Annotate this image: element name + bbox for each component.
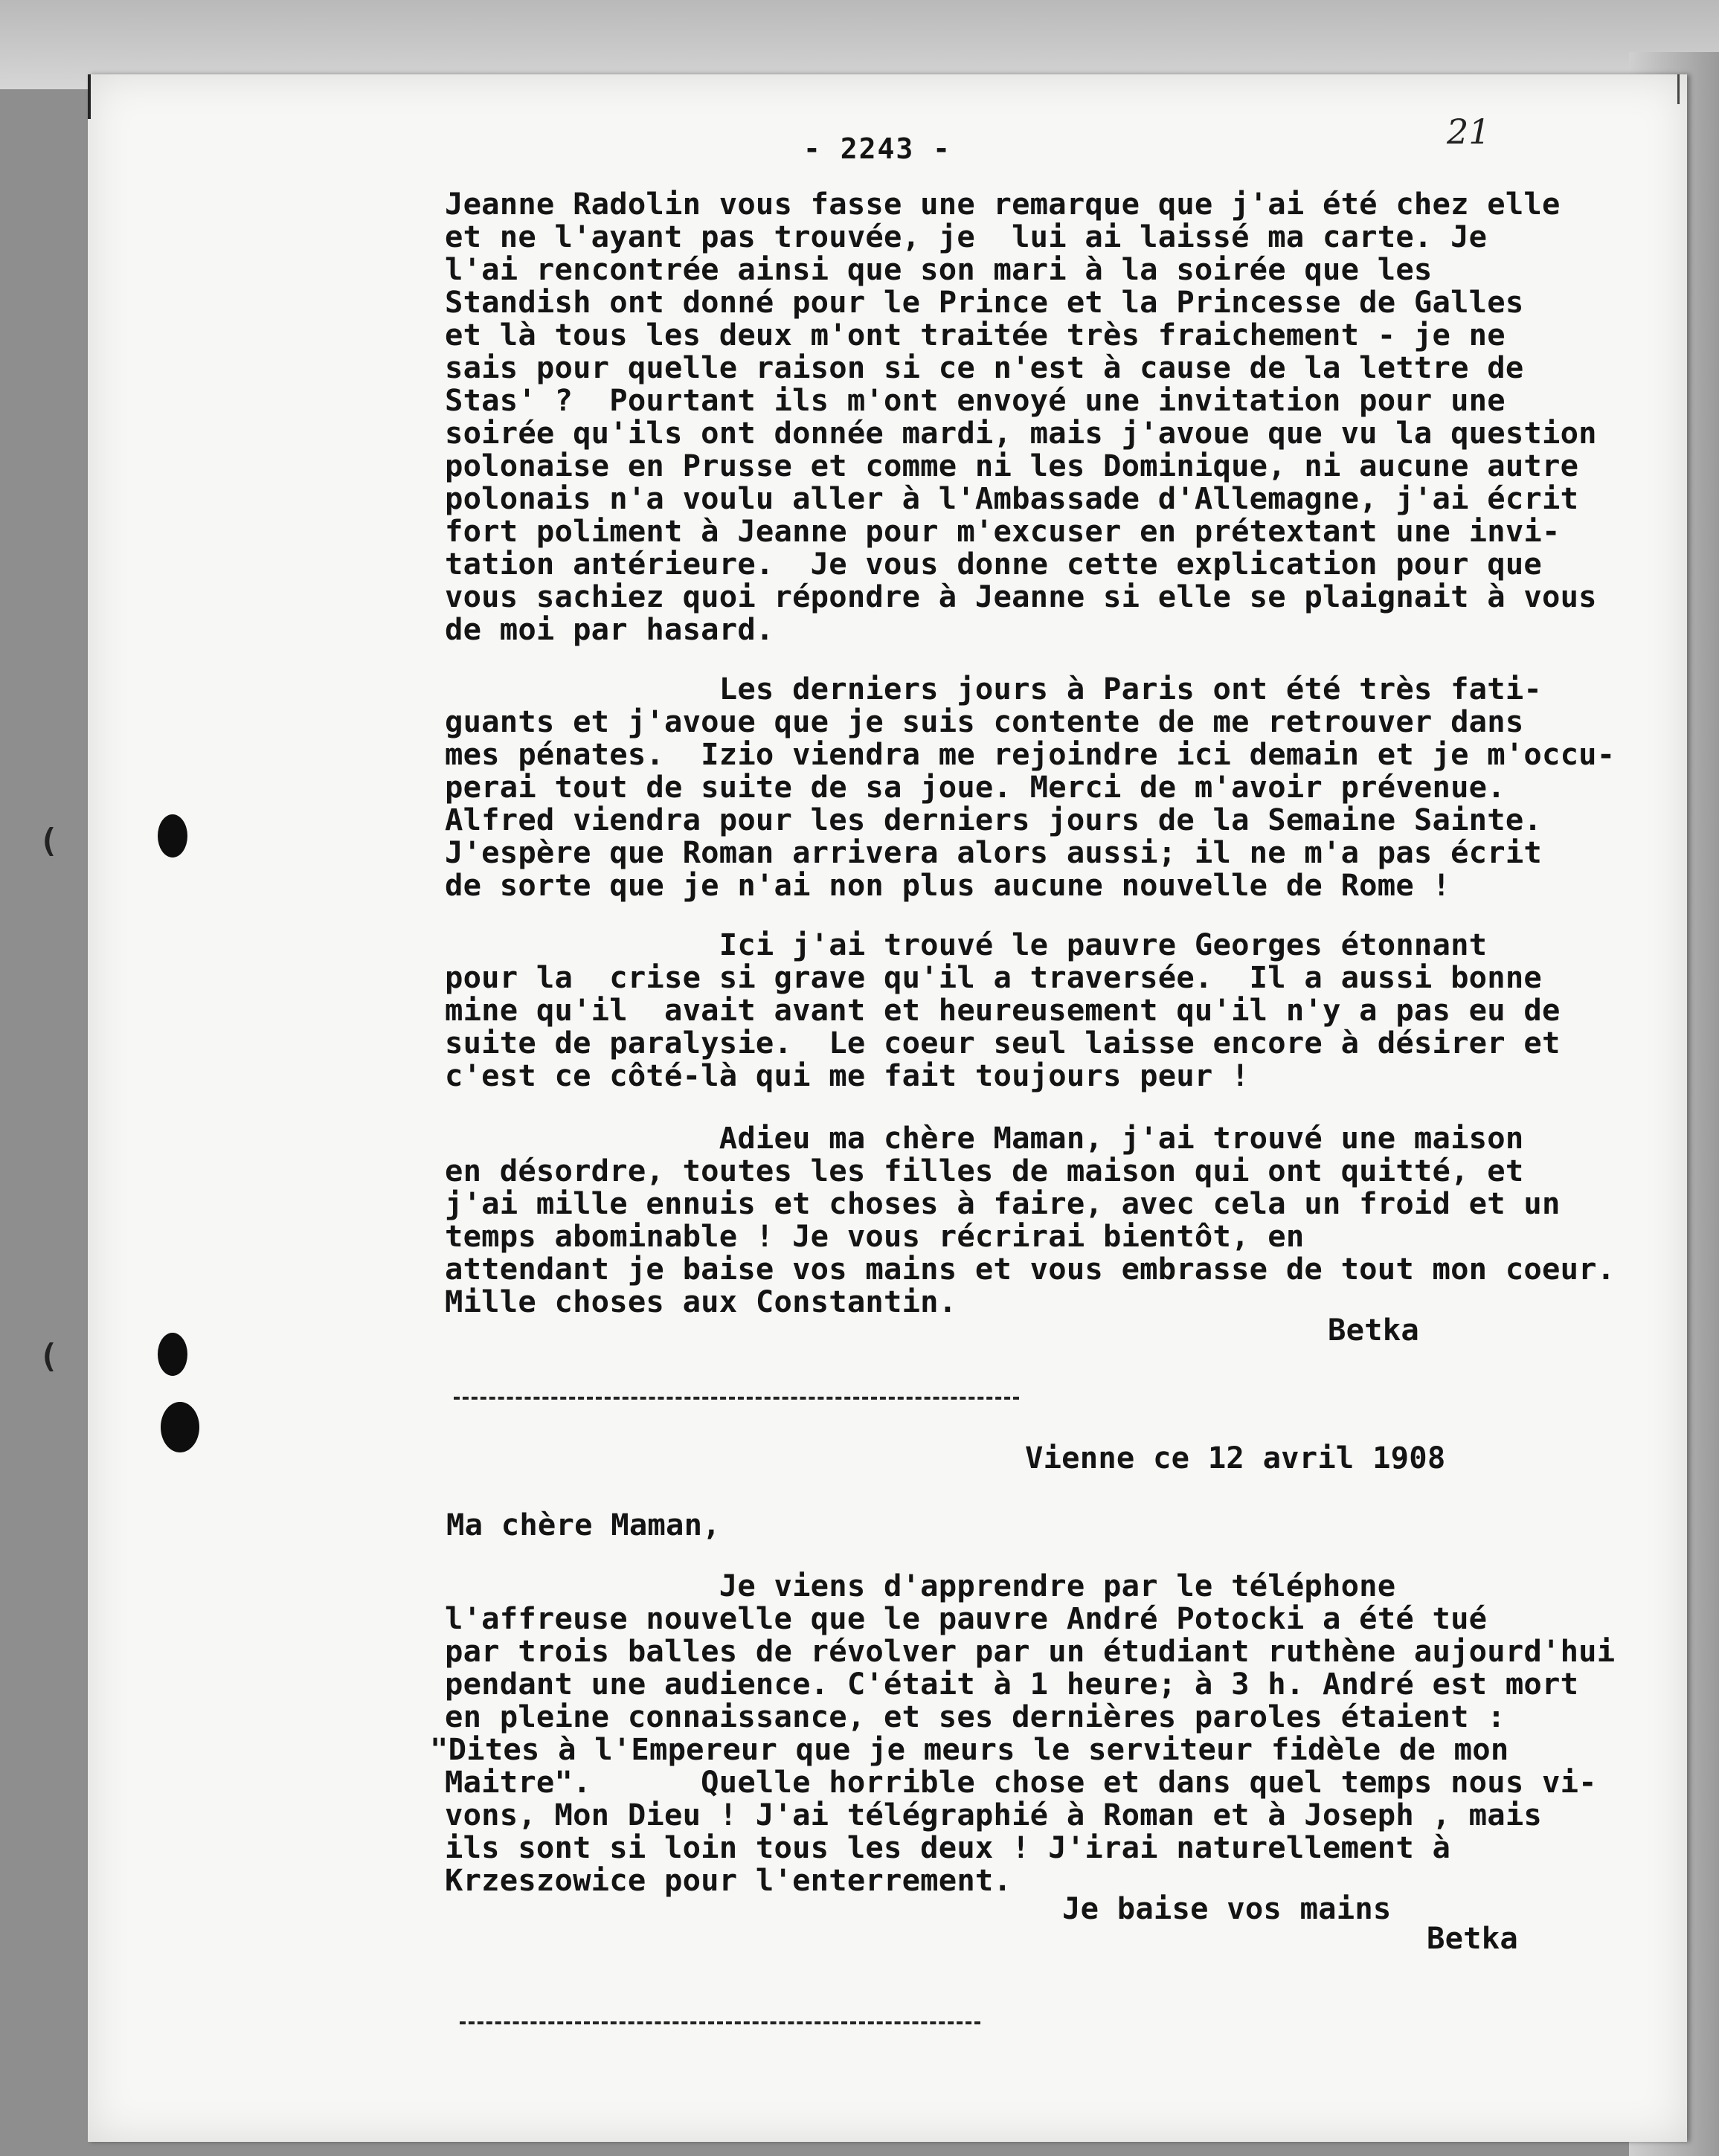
text-line: en pleine connaissance, et ses dernières paroles étaient : [445,1699,1506,1734]
separator-line [460,2021,980,2024]
text-line: Maitre". Quelle horrible chose et dans quel temps nous vi- [445,1764,1597,1800]
punch-hole [161,1402,199,1452]
text-line: soirée qu'ils ont donnée mardi, mais j'avoue que vu la question [445,415,1597,451]
text-line: pendant une audience. C'était à 1 heure; à 3 h. André est mort [445,1666,1579,1702]
letter-date: Vienne ce 12 avril 1908 [1025,1440,1446,1476]
text-line: et là tous les deux m'ont traitée très fraichement - je ne [445,317,1506,353]
text-line: polonais n'a voulu aller à l'Ambassade d'Allemagne, j'ai écrit [445,480,1579,516]
text-line: Krzeszowice pour l'enterrement. [445,1862,1012,1898]
text-line: vons, Mon Dieu ! J'ai télégraphié à Roman et à Joseph , mais [445,1797,1542,1832]
corner-mark [88,74,101,119]
punch-hole [158,814,187,857]
text-line: l'ai rencontrée ainsi que son mari à la soirée que les [445,251,1433,287]
signature: Betka [1328,1312,1419,1348]
text-line: mes pénates. Izio viendra me rejoindre ici demain et je m'occu- [445,736,1616,772]
text-line: Alfred viendra pour les derniers jours de la Semaine Sainte. [445,802,1542,837]
text-line: Les derniers jours à Paris ont été très fati- [445,671,1542,707]
text-line: Jeanne Radolin vous fasse une remarque que j'ai été chez elle [445,186,1561,222]
text-line: Ici j'ai trouvé le pauvre Georges étonnant [445,927,1488,962]
text-line: fort poliment à Jeanne pour m'excuser en prétextant une invi- [445,513,1561,549]
text-line: mine qu'il avait avant et heureusement qu'il n'y a pas eu de [445,992,1561,1028]
text-line: de moi par hasard. [445,611,774,647]
text-line: en désordre, toutes les filles de maison qui ont quitté, et [445,1153,1524,1188]
text-line: c'est ce côté-là qui me fait toujours peur ! [445,1058,1250,1093]
signature: Betka [1427,1920,1518,1956]
text-line: l'affreuse nouvelle que le pauvre André Potocki a été tué [445,1600,1488,1636]
margin-mark: ( [39,1337,59,1375]
text-line: et ne l'ayant pas trouvée, je lui ai laissé ma carte. Je [445,219,1488,254]
text-line: suite de paralysie. Le coeur seul laisse encore à désirer et [445,1025,1561,1061]
separator-line [454,1397,1019,1400]
salutation: Ma chère Maman, [446,1507,721,1542]
folio-number: 21 [1447,112,1491,152]
text-line: pour la crise si grave qu'il a traversée. Il a aussi bonne [445,959,1542,995]
text-line: ils sont si loin tous les deux ! J'irai naturellement à [445,1830,1451,1865]
closing: Je baise vos mains [1062,1890,1392,1926]
text-line: Adieu ma chère Maman, j'ai trouvé une maison [445,1120,1524,1156]
text-line: vous sachiez quoi répondre à Jeanne si elle se plaignait à vous [445,579,1597,614]
text-line: de sorte que je n'ai non plus aucune nouvelle de Rome ! [445,867,1451,903]
text-line: attendant je baise vos mains et vous embrasse de tout mon coeur. [445,1251,1616,1287]
text-line: Mille choses aux Constantin. [445,1284,957,1319]
text-line: sais pour quelle raison si ce n'est à cause de la lettre de [445,350,1524,385]
margin-mark: ( [39,822,59,860]
corner-mark [1648,74,1680,104]
page-number: - 2243 - [803,132,952,165]
text-line: perai tout de suite de sa joue. Merci de m'avoir prévenue. [445,769,1506,805]
text-line: temps abominable ! Je vous récrirai bientôt, en [445,1218,1305,1254]
text-line: j'ai mille ennuis et choses à faire, avec cela un froid et un [445,1185,1561,1221]
text-line: guants et j'avoue que je suis contente de me retrouver dans [445,704,1524,739]
text-line: Stas' ? Pourtant ils m'ont envoyé une invitation pour une [445,382,1506,418]
text-line: Je viens d'apprendre par le téléphone [445,1568,1396,1603]
text-line: Standish ont donné pour le Prince et la Princesse de Galles [445,284,1524,320]
text-line: par trois balles de révolver par un étudiant ruthène aujourd'hui [445,1633,1616,1669]
text-line: tation antérieure. Je vous donne cette explication pour que [445,546,1542,582]
text-line: J'espère que Roman arrivera alors aussi; il ne m'a pas écrit [445,834,1542,870]
text-line: polonaise en Prusse et comme ni les Dominique, ni aucune autre [445,448,1579,483]
text-line: "Dites à l'Empereur que je meurs le serviteur fidèle de mon [430,1731,1509,1767]
punch-hole [158,1333,187,1376]
